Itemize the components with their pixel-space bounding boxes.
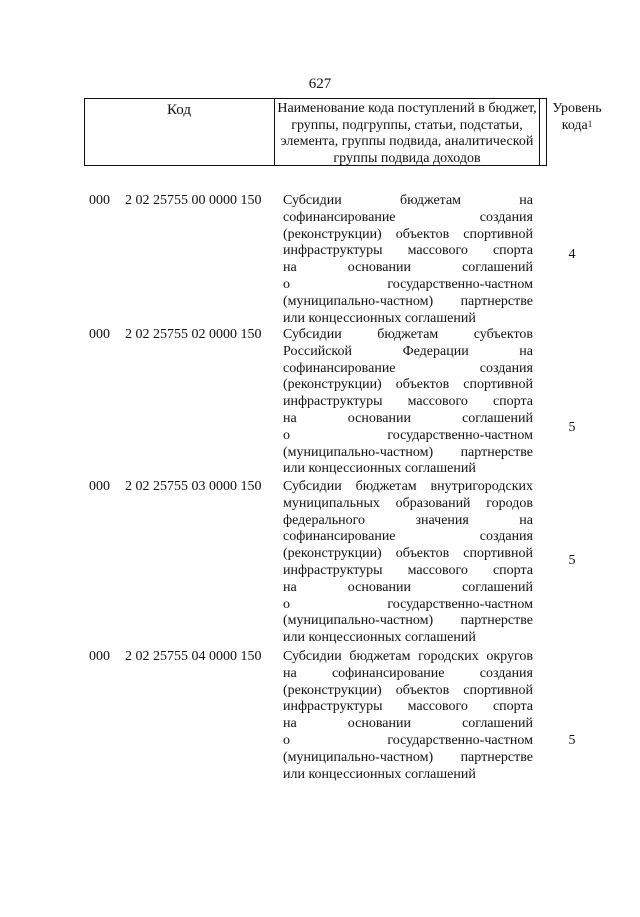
admin-code: 000 xyxy=(89,649,110,664)
description-line: софинансирование создания xyxy=(283,209,533,225)
code-level: 5 xyxy=(568,553,576,568)
description-line: инфраструктуры массового спорта xyxy=(283,562,533,578)
admin-code: 000 xyxy=(89,193,110,208)
header-level-label: Уровень кода xyxy=(552,101,602,133)
description-line: на основании соглашений xyxy=(283,260,533,276)
description-line: о государственно-частном xyxy=(283,596,533,612)
description-line: Субсидии бюджетам на xyxy=(283,193,533,208)
description-line: (реконструкции) объектов спортивной xyxy=(283,226,533,242)
description-line: (реконструкции) объектов спортивной xyxy=(283,377,533,393)
description-line: на основании соглашений xyxy=(283,579,533,595)
header-level xyxy=(540,101,614,134)
description-line: на основании соглашений xyxy=(283,716,533,732)
admin-code: 000 xyxy=(89,479,110,494)
description-line: инфраструктуры массового спорта xyxy=(283,394,533,410)
description-line: или концессионных соглашений xyxy=(283,766,476,782)
description-line: (муниципально-частном) партнерстве xyxy=(283,293,533,309)
code-description xyxy=(283,327,533,478)
description-line: о государственно-частном xyxy=(283,732,533,748)
description-line: на софинансирование создания xyxy=(283,665,533,681)
code-description xyxy=(283,193,533,327)
budget-code: 2 02 25755 02 0000 150 xyxy=(125,327,262,342)
description-line: о государственно-частном xyxy=(283,276,533,292)
description-line: (реконструкции) объектов спортивной xyxy=(283,546,533,562)
footnote-marker: 1 xyxy=(587,118,593,129)
description-line: (муниципально-частном) партнерстве xyxy=(283,749,533,765)
code-description xyxy=(283,479,533,647)
description-line: инфраструктуры массового спорта xyxy=(283,243,533,259)
budget-code: 2 02 25755 00 0000 150 xyxy=(125,193,262,208)
description-line: (реконструкции) объектов спортивной xyxy=(283,682,533,698)
description-line: софинансирование создания xyxy=(283,360,533,376)
description-line: инфраструктуры массового спорта xyxy=(283,699,533,715)
description-line: Субсидии бюджетам городских округов xyxy=(283,649,533,664)
admin-code: 000 xyxy=(89,327,110,342)
description-line: о государственно-частном xyxy=(283,427,533,443)
description-line: или концессионных соглашений xyxy=(283,461,476,477)
code-level: 5 xyxy=(568,733,576,748)
description-line: софинансирование создания xyxy=(283,529,533,545)
description-line: муниципальных образований городов xyxy=(283,495,533,511)
budget-code: 2 02 25755 03 0000 150 xyxy=(125,479,262,494)
budget-code: 2 02 25755 04 0000 150 xyxy=(125,649,262,664)
header-name: Наименование кода поступлений в бюджет, группы, подгруппы, статьи, подстатьи, элемента, группы подвида, аналитической группы подвида доходов xyxy=(277,101,537,166)
code-level: 5 xyxy=(568,420,576,435)
description-line: Субсидии бюджетам субъектов xyxy=(283,327,533,342)
header-code: Код xyxy=(167,102,191,118)
description-line: на основании соглашений xyxy=(283,410,533,426)
table-header xyxy=(84,98,602,166)
description-line: федерального значения на xyxy=(283,512,533,528)
description-line: Российской Федерации на xyxy=(283,343,533,359)
description-line: или концессионных соглашений xyxy=(283,310,476,326)
description-line: (муниципально-частном) партнерстве xyxy=(283,613,533,629)
description-line: Субсидии бюджетам внутригородских xyxy=(283,479,533,494)
code-level: 4 xyxy=(568,247,576,262)
description-line: (муниципально-частном) партнерстве xyxy=(283,444,533,460)
code-description xyxy=(283,649,533,783)
page-number: 627 xyxy=(308,76,332,92)
description-line: или концессионных соглашений xyxy=(283,630,476,646)
